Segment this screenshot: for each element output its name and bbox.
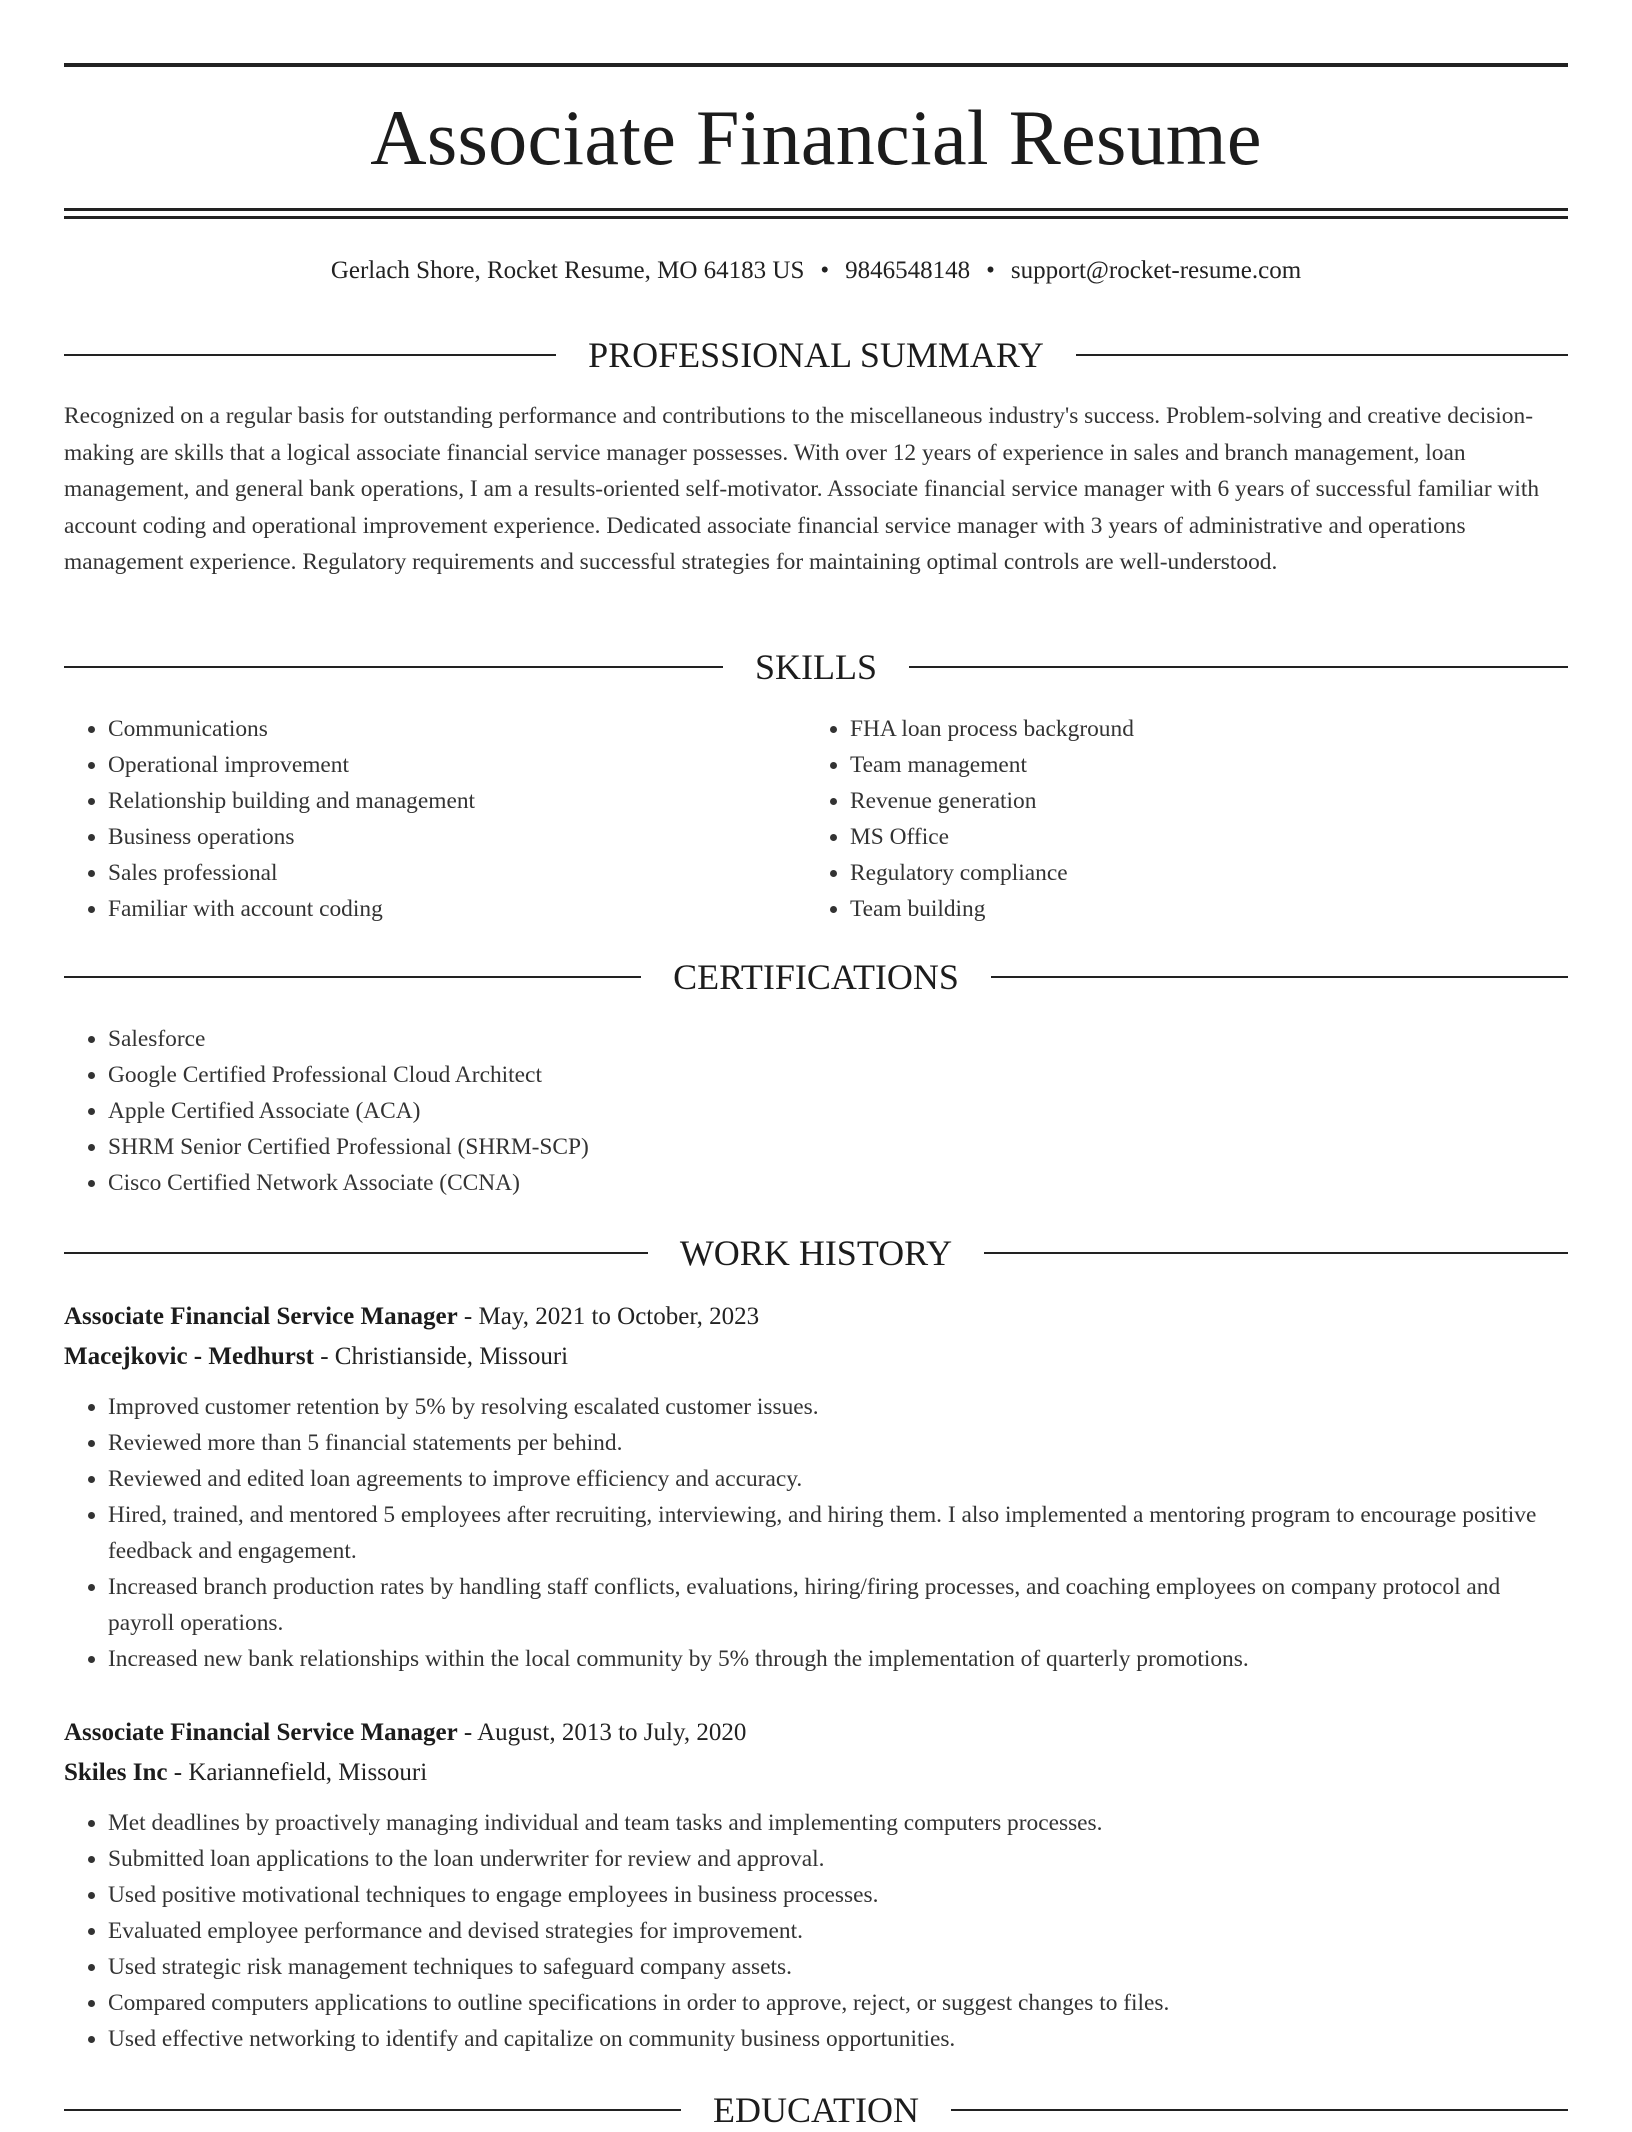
skill-item: • Regulatory compliance: [850, 855, 1548, 891]
section-heading-skills: [64, 645, 1568, 689]
skill-item: • Team management: [850, 747, 1548, 783]
heading-rule-right: [951, 2109, 1568, 2111]
section-title: PROFESSIONAL SUMMARY: [588, 335, 1044, 375]
certification-item: • Google Certified Professional Cloud Architect: [108, 1057, 1568, 1093]
job-title-line: [64, 1297, 1568, 1337]
certifications-list: [64, 1021, 1568, 1201]
job-bullet: • Increased branch production rates by handling staff conflicts, evaluations, hiring/firing processes, and coaching employees on company protocol and payroll operations.: [108, 1569, 1568, 1641]
section-title: CERTIFICATIONS: [673, 957, 959, 997]
skill-item: • Relationship building and management: [108, 783, 806, 819]
job-bullet: • Submitted loan applications to the loan underwriter for review and approval.: [108, 1841, 1568, 1877]
job-entry: [64, 1297, 1568, 1677]
job-bullet: • Increased new bank relationships within the local community by 5% through the implementation of quarterly promotions.: [108, 1641, 1568, 1677]
skills-column-left: [64, 711, 806, 927]
job-location: - Christianside, Missouri: [313, 1343, 569, 1370]
certification-item: • Salesforce: [108, 1021, 1568, 1057]
job-title: Associate Financial Service Manager: [64, 1303, 458, 1330]
job-title-line: [64, 1713, 1568, 1753]
certification-item: • SHRM Senior Certified Professional (SHRM-SCP): [108, 1129, 1568, 1165]
heading-rule-left: [64, 976, 641, 978]
contact-address: Gerlach Shore, Rocket Resume, MO 64183 US: [330, 257, 805, 284]
job-entry: [64, 1713, 1568, 2057]
section-title: SKILLS: [755, 647, 878, 687]
job-bullet: • Improved customer retention by 5% by resolving escalated customer issues.: [108, 1389, 1568, 1425]
skill-item: • Business operations: [108, 819, 806, 855]
job-bullet: • Used strategic risk management techniques to safeguard company assets.: [108, 1949, 1568, 1985]
skill-item: • FHA loan process background: [850, 711, 1548, 747]
job-bullets: [64, 1389, 1568, 1677]
heading-rule-left: [64, 666, 723, 668]
contact-phone: 9846548148: [845, 257, 971, 284]
heading-rule-right: [1076, 354, 1568, 356]
contact-separator: •: [820, 257, 830, 284]
job-company: Macejkovic - Medhurst: [64, 1343, 314, 1370]
skills-list: [64, 711, 1568, 927]
heading-rule-left: [64, 1252, 648, 1254]
job-dates: - August, 2013 to July, 2020: [457, 1719, 747, 1746]
skill-item: • Team building: [850, 891, 1548, 927]
contact-line: [64, 252, 1568, 290]
section-title: EDUCATION: [713, 2090, 919, 2130]
job-dates: - May, 2021 to October, 2023: [457, 1303, 760, 1330]
job-bullet: • Hired, trained, and mentored 5 employees after recruiting, interviewing, and hiring them. I also implemented a mentoring program to encourage positive feedback and engagement.: [108, 1497, 1568, 1569]
title-rule-upper: [64, 208, 1568, 211]
contact-separator: •: [986, 257, 995, 284]
job-company-line: [64, 1337, 1568, 1377]
job-bullet: • Met deadlines by proactively managing individual and team tasks and implementing computers processes.: [108, 1805, 1568, 1841]
section-heading-certifications: [64, 955, 1568, 999]
job-company: Skiles Inc: [64, 1759, 168, 1786]
top-rule: [64, 63, 1568, 67]
heading-rule-left: [64, 2109, 681, 2111]
certification-item: • Cisco Certified Network Associate (CCNA): [108, 1165, 1568, 1201]
job-company-line: [64, 1753, 1568, 1793]
skills-column-right: [806, 711, 1548, 927]
section-title: WORK HISTORY: [679, 1233, 953, 1273]
summary-text: Recognized on a regular basis for outstanding performance and contributions to the miscellaneous industry's success. Problem-solving and creative decision-making are skills that a logical associate financial service manager possesses. With over 12 years of experience in sales and branch management, loan management, and general bank operations, I am a results-oriented self-motivator. Associate financial service manager with 6 years of successful familiar with account coding and operational improvement experience. Dedicated associate financial service manager with 3 years of administrative and operations management experience. Regulatory requirements and successful strategies for maintaining optimal controls are well-understood.: [64, 403, 1540, 575]
section-heading-work-history: [64, 1231, 1568, 1275]
skill-item: • Communications: [108, 711, 806, 747]
resume-title: Associate Financial Resume: [370, 94, 1262, 181]
job-title: Associate Financial Service Manager: [64, 1719, 458, 1746]
skill-item: • Revenue generation: [850, 783, 1548, 819]
skill-item: • MS Office: [850, 819, 1548, 855]
title-rule-lower: [64, 216, 1568, 219]
skill-item: • Operational improvement: [108, 747, 806, 783]
heading-rule-right: [909, 666, 1568, 668]
certification-item: • Apple Certified Associate (ACA): [108, 1093, 1568, 1129]
heading-rule-right: [991, 976, 1568, 978]
job-bullet: • Reviewed and edited loan agreements to improve efficiency and accuracy.: [108, 1461, 1568, 1497]
heading-rule-left: [64, 354, 556, 356]
job-location: - Kariannefield, Missouri: [167, 1759, 428, 1786]
contact-email: support@rocket-resume.com: [1010, 257, 1302, 284]
skill-item: • Sales professional: [108, 855, 806, 891]
heading-rule-right: [984, 1252, 1568, 1254]
job-bullet: • Reviewed more than 5 financial statements per behind.: [108, 1425, 1568, 1461]
job-bullet: • Compared computers applications to outline specifications in order to approve, reject, or suggest changes to files.: [108, 1985, 1568, 2021]
job-bullet: • Evaluated employee performance and devised strategies for improvement.: [108, 1913, 1568, 1949]
job-bullet: • Used effective networking to identify and capitalize on community business opportunities.: [108, 2021, 1568, 2057]
job-bullets: [64, 1805, 1568, 2057]
section-heading-summary: [64, 333, 1568, 377]
job-bullet: • Used positive motivational techniques to engage employees in business processes.: [108, 1877, 1568, 1913]
skill-item: • Familiar with account coding: [108, 891, 806, 927]
section-heading-education: [64, 2088, 1568, 2132]
